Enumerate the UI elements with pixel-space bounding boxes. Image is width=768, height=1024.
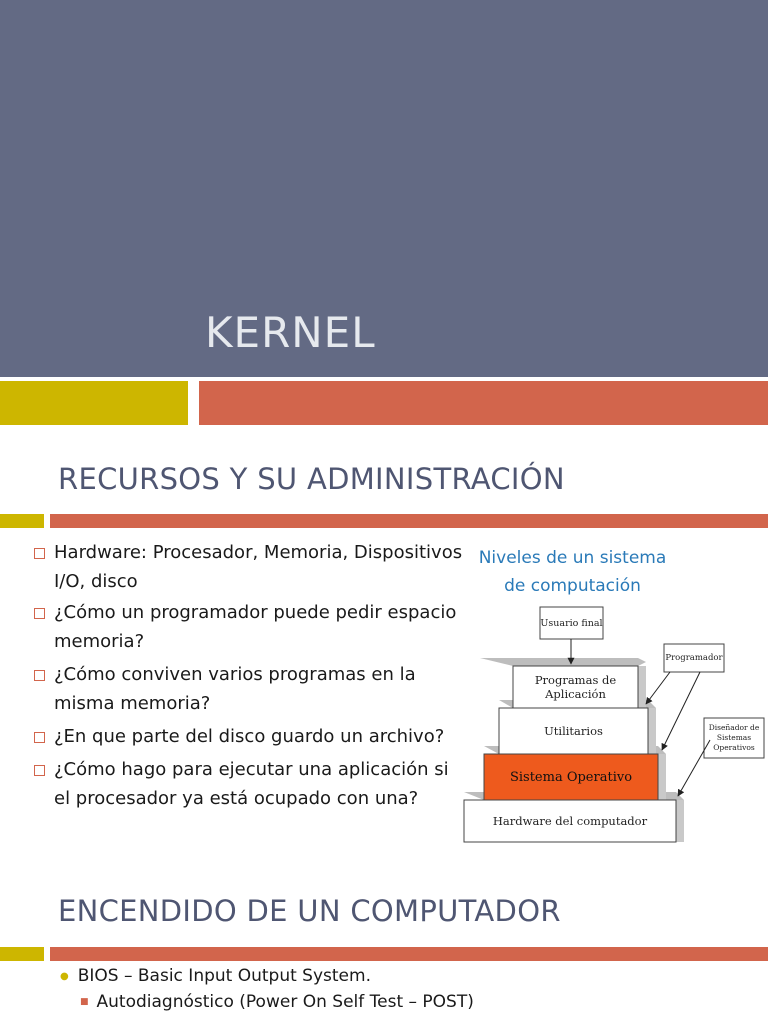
apps-label: Programas de Aplicación xyxy=(534,673,617,701)
bullet-square-icon: ■ xyxy=(80,997,89,1007)
bullet-dot-icon: ● xyxy=(60,970,69,982)
diagram-title: Niveles de un sistema de computación xyxy=(478,548,667,596)
list-item: ¿Cómo conviven varios programas en la misma memoria? xyxy=(34,660,464,718)
user-label: Usuario final xyxy=(540,617,603,629)
list-item: ● BIOS – Basic Input Output System. xyxy=(60,966,371,986)
list-item: ¿Cómo un programador puede pedir espacio memoria? xyxy=(34,598,464,656)
utils-label: Utilitarios xyxy=(544,724,603,738)
hardware-label: Hardware del computador xyxy=(492,814,648,828)
slide-title: KERNEL xyxy=(205,308,376,357)
list-item: ¿Cómo hago para ejecutar una aplicación si el procesador ya está ocupado con una? xyxy=(34,755,464,813)
section-heading: ENCENDIDO DE UN COMPUTADOR xyxy=(58,894,561,928)
bullet-square-icon xyxy=(34,732,45,743)
accent-bar-yellow xyxy=(0,381,188,425)
os-label: Sistema Operativo xyxy=(509,769,633,785)
list-item: ■ Autodiagnóstico (Power On Self Test – POST) xyxy=(80,992,474,1012)
accent-bar-orange xyxy=(50,947,768,961)
designer-label: Diseñador de Sistemas Operativos xyxy=(708,723,760,752)
bullet-square-icon xyxy=(34,548,45,559)
programmer-label: Programador xyxy=(665,653,723,663)
section-heading: RECURSOS Y SU ADMINISTRACIÓN xyxy=(58,462,565,496)
bullet-square-icon xyxy=(34,670,45,681)
list-item: Hardware: Procesador, Memoria, Dispositivos I/O, disco xyxy=(34,538,464,596)
accent-bar-orange xyxy=(199,381,768,425)
bullet-square-icon xyxy=(34,765,45,776)
accent-bar-yellow xyxy=(0,947,44,961)
list-item: ¿En que parte del disco guardo un archivo? xyxy=(34,722,464,751)
bullet-square-icon xyxy=(34,608,45,619)
title-slide-background xyxy=(0,0,768,377)
accent-bar-orange xyxy=(50,514,768,528)
accent-bar-yellow xyxy=(0,514,44,528)
